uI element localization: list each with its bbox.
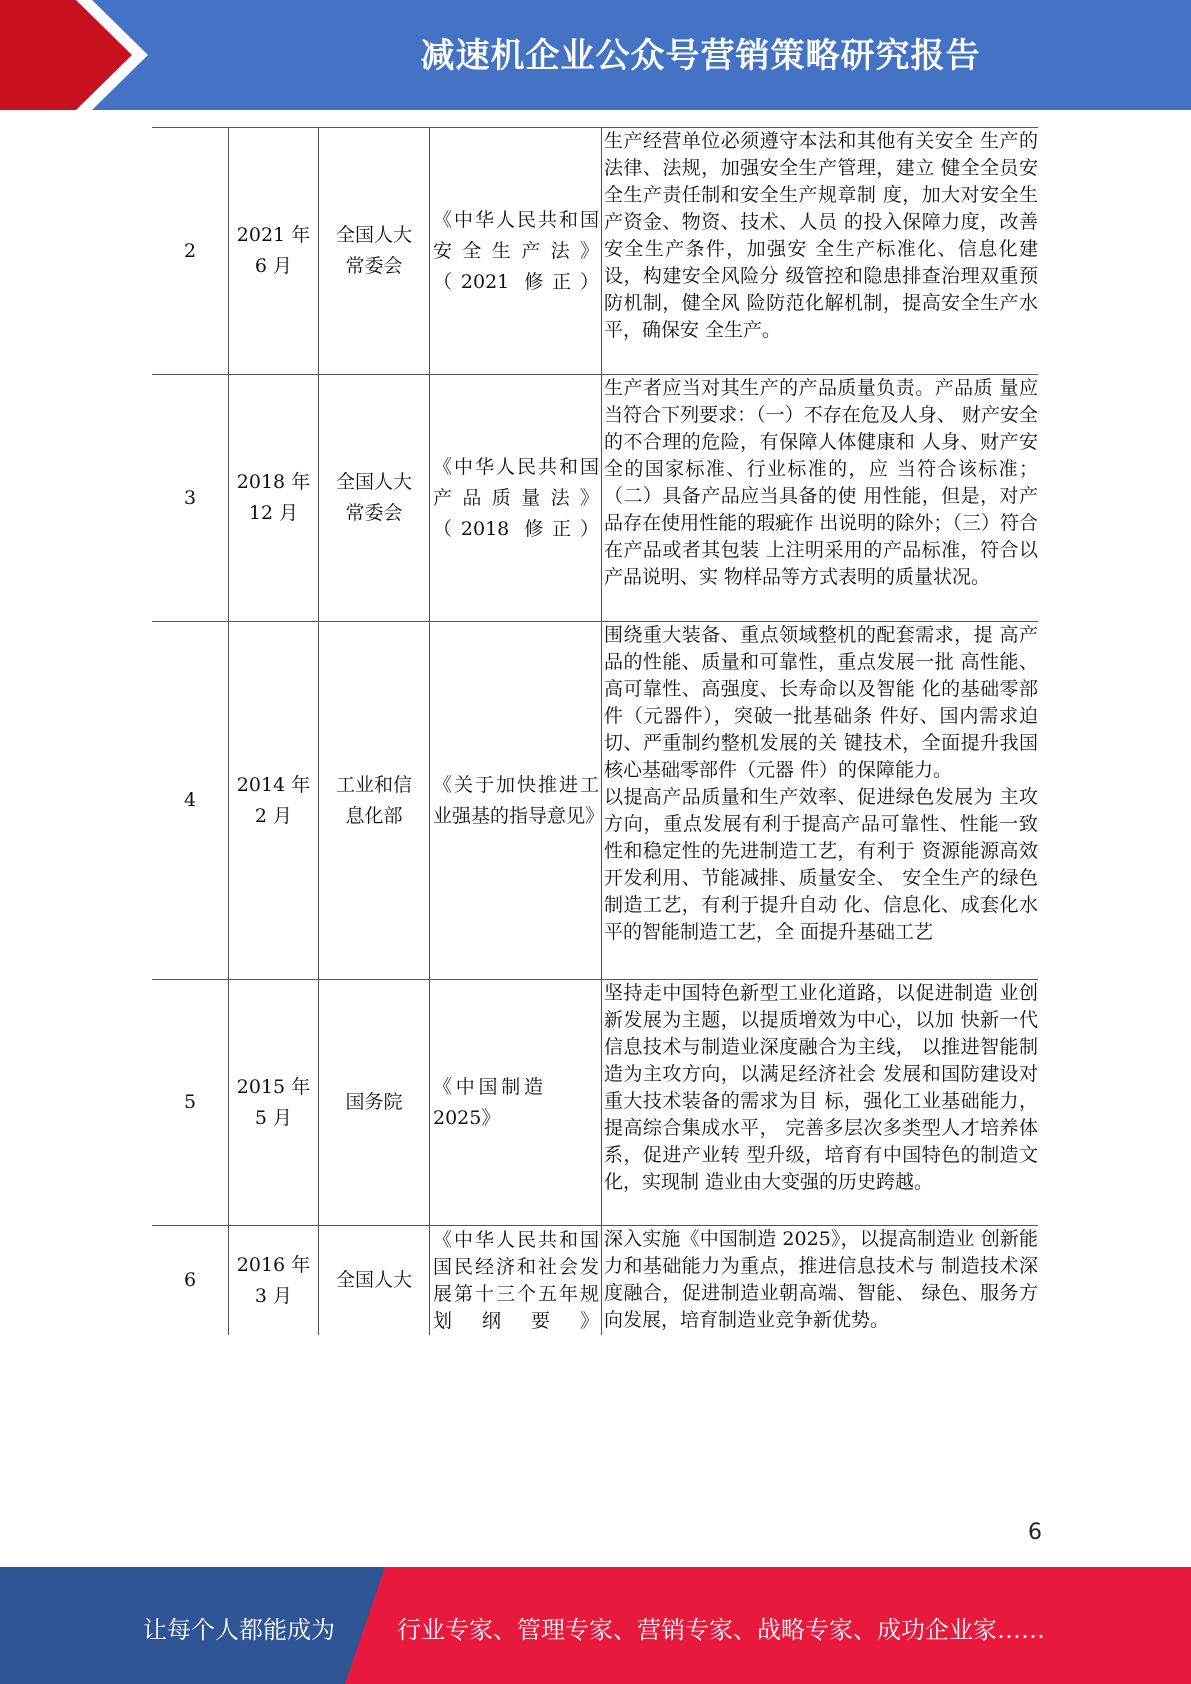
- issuing-authority: [319, 1226, 430, 1335]
- page-header: [0, 0, 1191, 110]
- date-month: 6 月: [254, 255, 293, 277]
- row-number: 3: [152, 375, 229, 621]
- date-year: 2014 年: [236, 773, 311, 796]
- table-row: [152, 1226, 1038, 1335]
- content-paragraph: 坚持走中国特色新型工业化道路，以促进制造 业创新发展为主题，以提质增效为中心，以加 快新一代信息技术与制造业深度融合为主线， 以推进智能制造为主攻方向，以满足经济社会 发展和国防建设对重大技术装备的需求为目 标，强化工业基础能力，提高综合集成水平， 完善多层次多类型人才培养体系，促进产业转 型升级，培育有中国特色的制造文化，实现制 造业由大变强的历史跨越。: [604, 982, 1038, 1193]
- document-name: [430, 128, 602, 374]
- issuer-text: 全国人大: [335, 1269, 412, 1291]
- content-paragraph: 以提高产品质量和生产效率、促进绿色发展为 主攻方向，重点发展有利于提高产品可靠性、性能一致性和稳定性的先进制造工艺，有利于 资源能源高效开发利用、节能减排、质量安全、 安全生产的绿色制造工艺，有利于提升自动 化、信息化、成套化水平的智能制造工艺，全 面提升基础工艺: [604, 786, 1038, 943]
- document-name-text: 《中华人民共和国国民经济和社会发展第十三个五年规划纲要》: [433, 1228, 599, 1332]
- policy-content: [602, 128, 1038, 374]
- content-paragraph: 围绕重大装备、重点领域整机的配套需求，提 高产品的性能、质量和可靠性，重点发展一批 高性能、高可靠性、高强度、长寿命以及智能 化的基础零部件（元器件），突破一批基础条 件好、国内需求迫切、严重制约整机发展的关 键技术，全面提升我国核心基础零部件（元器 件）的保障能力。: [604, 624, 1038, 781]
- date-year: 2021 年: [236, 224, 311, 246]
- date-year: 2015 年: [236, 1075, 311, 1098]
- document-name: [430, 622, 605, 979]
- issuing-authority: [319, 375, 430, 621]
- document-name-text: 《中华人民共和国安全生产法》（2021 修正）: [433, 208, 599, 293]
- date-year: 2016 年: [236, 1253, 311, 1276]
- date-month: 2 月: [254, 804, 293, 827]
- page-footer: [0, 1567, 1191, 1684]
- report-title: 减速机企业公众号营销策略研究报告: [420, 36, 981, 76]
- issue-date: [229, 375, 319, 621]
- issuing-authority: [319, 622, 430, 979]
- date-year: 2018 年: [236, 471, 311, 493]
- issuing-authority: [319, 128, 430, 374]
- content-paragraph: 生产经营单位必须遵守本法和其他有关安全 生产的法律、法规，加强安全生产管理，建立 健全全员安全生产责任制和安全生产规章制 度，加大对安全生产资金、物资、技术、人员 的投入保障力度，改善安全生产条件，加强安 全生产标准化、信息化建设，构建安全风险分 级管控和隐患排查治理双重预防机制，健全风 险防范化解机制，提高安全生产水平，确保安 全生产。: [604, 130, 1038, 341]
- issuer-text: 全国人大常委会: [336, 471, 413, 524]
- issue-date: [229, 128, 319, 374]
- table-row: [152, 375, 1038, 622]
- date-month: 3 月: [254, 1284, 293, 1307]
- document-name-text: 《中国制造 2025》: [433, 1075, 543, 1129]
- row-number: 6: [152, 1226, 229, 1335]
- table-row: [152, 127, 1038, 375]
- date-month: 12 月: [248, 502, 299, 524]
- issuer-text: 工业和信息化部: [336, 773, 413, 827]
- row-number: 5: [152, 980, 229, 1225]
- content-paragraph: 深入实施《中国制造 2025》，以提高制造业 创新能力和基础能力为重点，推进信息技术与 制造技术深度融合，促进制造业朝高端、智能、 绿色、服务方向发展，培育制造业竞争新优势。: [604, 1228, 1038, 1331]
- issuer-text: 国务院: [345, 1091, 403, 1113]
- content-paragraph: 生产者应当对其生产的产品质量负责。产品质 量应当符合下列要求：（一）不存在危及人身、 财产安全的不合理的危险，有保障人体健康和 人身、财产安全的国家标准、行业标准的，应 当符合该标准；（二）具备产品应当具备的使 用性能，但是，对产品存在使用性能的瑕疵作 出说明的除外；（三）符合在产品或者其包装 上注明采用的产品标准，符合以产品说明、实 物样品等方式表明的质量状况。: [604, 377, 1038, 588]
- document-name: [430, 375, 602, 621]
- document-name: [430, 980, 602, 1225]
- footer-slogan-right: 行业专家、管理专家、营销专家、战略专家、成功企业家……: [397, 1616, 1045, 1644]
- table-row: [152, 980, 1038, 1226]
- policy-content: [602, 622, 1038, 979]
- issuing-authority: [319, 980, 430, 1225]
- date-month: 5 月: [254, 1106, 293, 1129]
- policy-table: [152, 127, 1038, 1335]
- policy-content: [602, 1226, 1038, 1335]
- document-name-text: 《中华人民共和国产品质量法》（2018 修正）: [433, 455, 599, 540]
- issue-date: [229, 1226, 319, 1335]
- document-name-text: 《关于加快推进工业强基的指导意见》: [433, 773, 605, 827]
- policy-content: [602, 980, 1038, 1225]
- footer-slogan-left: 让每个人都能成为: [143, 1616, 335, 1644]
- table-row: [152, 622, 1038, 980]
- policy-content: [602, 375, 1038, 621]
- document-name: [430, 1226, 602, 1335]
- issue-date: [229, 980, 319, 1225]
- issue-date: [229, 622, 319, 979]
- issuer-text: 全国人大常委会: [336, 224, 413, 277]
- page-number: 6: [1028, 1520, 1042, 1545]
- row-number: 4: [152, 622, 229, 979]
- row-number: 2: [152, 128, 229, 374]
